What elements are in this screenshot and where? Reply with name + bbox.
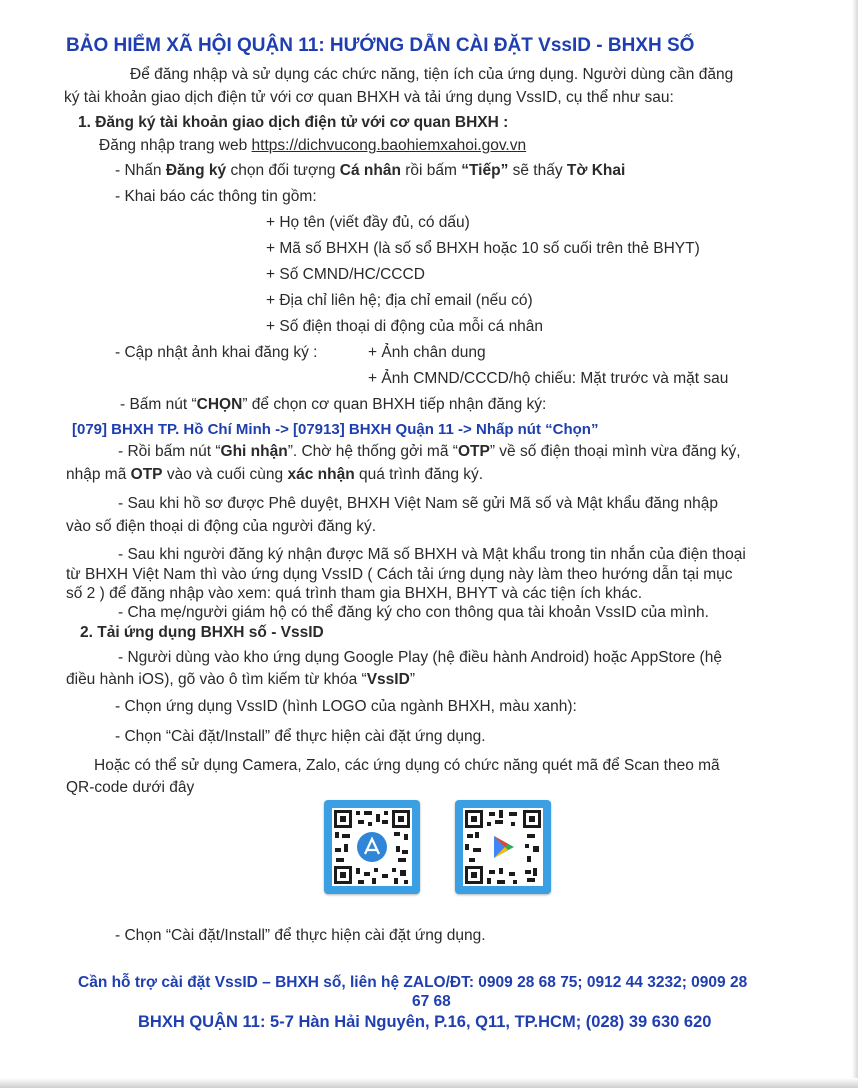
text: sẽ thấy xyxy=(508,162,567,179)
support-line: 67 68 xyxy=(412,993,451,1010)
field-item: + Địa chỉ liên hệ; địa chỉ email (nếu có) xyxy=(266,292,533,309)
install-line: - Chọn “Cài đặt/Install” để thực hiện cài đặt ứng dụng. xyxy=(115,728,486,745)
qr-text-line: QR-code dưới đây xyxy=(66,779,195,796)
intro-line: Để đăng nhập và sử dụng các chức năng, tiện ích của ứng dụng. Người dùng cần đăng xyxy=(130,66,734,83)
choose-path: [079] BHXH TP. Hồ Chí Minh -> [07913] BHXH Quận 11 -> Nhấp nút “Chọn” xyxy=(72,421,599,438)
field-item: + Số CMND/HC/CCCD xyxy=(266,266,425,283)
otp-line xyxy=(118,442,741,461)
text: - Nhấn xyxy=(115,162,166,179)
photo-item: + Ảnh CMND/CCCD/hộ chiếu: Mặt trước và mặt sau xyxy=(368,370,729,387)
after-line: số 2 ) để đăng nhập vào xem: quá trình tham gia BHXH, BHYT và các tiện ích khác. xyxy=(66,585,643,602)
document-title: BẢO HIỂM XÃ HỘI QUẬN 11: HƯỚNG DẪN CÀI ĐẶT VssID - BHXH SỐ xyxy=(66,35,695,56)
photo-label: - Cập nhật ảnh khai đăng ký : xyxy=(115,344,318,361)
approved-line: - Sau khi hồ sơ được Phê duyệt, BHXH Việt Nam sẽ gửi Mã số và Mật khẩu đăng nhập xyxy=(118,495,718,512)
after-line: từ BHXH Việt Nam thì vào ứng dụng VssID ( Cách tải ứng dụng này làm theo hướng dẫn tại mục xyxy=(66,566,733,583)
text: nhập mã xyxy=(66,466,131,483)
text-bold: Tờ Khai xyxy=(566,162,626,179)
register-step xyxy=(115,161,625,180)
otp-line xyxy=(66,465,483,484)
page-edge-shadow xyxy=(852,0,858,1088)
section1-heading: 1. Đăng ký tài khoản giao dịch điện tử với cơ quan BHXH : xyxy=(78,114,509,131)
page-edge-shadow xyxy=(0,1078,858,1088)
text: - Rồi bấm nút “ xyxy=(118,443,221,460)
text: ”. Chờ hệ thống gởi mã “ xyxy=(287,443,458,460)
qr-pattern xyxy=(332,808,412,886)
install-again-line: - Chọn “Cài đặt/Install” để thực hiện cài đặt ứng dụng. xyxy=(115,927,486,944)
text: rồi bấm xyxy=(400,162,462,179)
field-item: + Mã số BHXH (là số sổ BHXH hoặc 10 số cuối trên thẻ BHYT) xyxy=(266,240,700,257)
photo-item: + Ảnh chân dung xyxy=(368,344,486,361)
text-bold: xác nhận xyxy=(287,466,355,483)
qr-code-app-store xyxy=(324,800,420,894)
choose-app-line: - Chọn ứng dụng VssID (hình LOGO của ngành BHXH, màu xanh): xyxy=(115,698,577,715)
intro-line: ký tài khoản giao dịch điện tử với cơ quan BHXH và tải ứng dụng VssID, cụ thể như sau: xyxy=(64,89,674,106)
choose-step xyxy=(120,395,546,414)
support-line: Cần hỗ trợ cài đặt VssID – BHXH số, liên hệ ZALO/ĐT: 0909 28 68 75; 0912 44 3232; 0909 28 xyxy=(78,974,748,991)
text-bold: OTP xyxy=(130,466,163,483)
qr-code-google-play xyxy=(455,800,551,894)
text: điều hành iOS), gõ vào ô tìm kiếm từ khóa “ xyxy=(66,671,367,688)
text: ” về số điện thoại mình vừa đăng ký, xyxy=(489,443,741,460)
qr-pattern xyxy=(463,808,543,886)
text: ” để chọn cơ quan BHXH tiếp nhận đăng ký: xyxy=(242,396,547,413)
text-bold: Ghi nhận xyxy=(220,443,288,460)
text-bold: CHỌN xyxy=(196,396,243,413)
text-bold: Đăng ký xyxy=(165,162,227,179)
field-item: + Họ tên (viết đầy đủ, có dấu) xyxy=(266,214,470,231)
web-prefix: Đăng nhập trang web xyxy=(99,137,252,154)
store-line xyxy=(66,670,415,689)
text-bold: Cá nhân xyxy=(339,162,401,179)
declare-label: - Khai báo các thông tin gồm: xyxy=(115,188,317,205)
approved-line: vào số điện thoại di động của người đăng ký. xyxy=(66,518,377,535)
web-url-link[interactable]: https://dichvucong.baohiemxahoi.gov.vn xyxy=(251,137,527,154)
store-line: - Người dùng vào kho ứng dụng Google Play (hệ điều hành Android) hoặc AppStore (hệ xyxy=(118,649,722,666)
field-item: + Số điện thoại di động của mỗi cá nhân xyxy=(266,318,544,335)
text-bold: VssID xyxy=(366,671,410,688)
qr-text-line: Hoặc có thể sử dụng Camera, Zalo, các ứng dụng có chức năng quét mã để Scan theo mã xyxy=(94,757,720,774)
after-line: - Sau khi người đăng ký nhận được Mã số BHXH và Mật khẩu trong tin nhắn của điện thoại xyxy=(118,546,746,563)
text: ” xyxy=(409,671,415,688)
address-line: BHXH QUẬN 11: 5-7 Hàn Hải Nguyên, P.16, Q11, TP.HCM; (028) 39 630 620 xyxy=(138,1013,712,1031)
guardian-line: - Cha mẹ/người giám hộ có thể đăng ký cho con thông qua tài khoản VssID của mình. xyxy=(118,604,709,621)
text: - Bấm nút “ xyxy=(120,396,197,413)
web-line xyxy=(99,136,526,155)
text-bold: “Tiếp” xyxy=(461,162,509,179)
text: quá trình đăng ký. xyxy=(354,466,484,483)
text: chọn đối tượng xyxy=(226,162,340,179)
text-bold: OTP xyxy=(457,443,490,460)
section2-heading: 2. Tải ứng dụng BHXH số - VssID xyxy=(80,624,324,641)
text: vào và cuối cùng xyxy=(162,466,288,483)
